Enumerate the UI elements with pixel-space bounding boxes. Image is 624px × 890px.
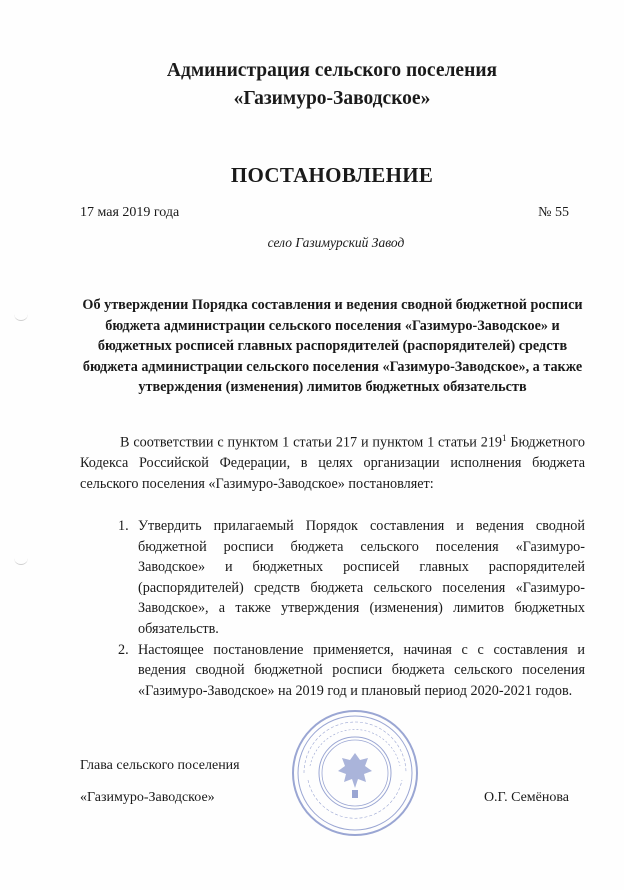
organization-subtitle: «Газимуро-Заводское» [233, 88, 431, 109]
list-item-number: 2. [118, 641, 129, 658]
intro-text: В соответствии с пунктом 1 статьи 217 и пунктом 1 статьи 219 [120, 434, 503, 451]
document-date: 17 мая 2019 года [80, 205, 180, 220]
document-place: село Газимурский Завод [267, 235, 405, 250]
intro-text-continued: Бюджетного Кодекса Российской Федерации, в целях организации исполнения бюджета сельского поселения «Газимуро-Заводское» постановляет: [80, 434, 585, 492]
punch-hole-mark [14, 556, 28, 565]
document-number: № 55 [538, 205, 569, 220]
official-seal-icon [290, 708, 420, 838]
document-title: Об утверждении Порядка составления и ведения сводной бюджетной росписи бюджета администрации сельского поселения «Газимуро-Заводское» и бюджетных росписей главных распорядителей (распорядителей) средств бюджета администрации сельского поселения «Газимуро-Заводское», а также утверждения (изменения) лимитов бюджетных обязательств [82, 297, 583, 396]
list-item [80, 516, 585, 640]
list-item-text: Утвердить прилагаемый Порядок составления и ведения сводной бюджетной росписи бюджета сельского поселения «Газимуро-Заводское» и бюджетных росписей главных распорядителей (распорядителей) средств бюджета сельского поселения «Газимуро-Заводское», а также утверждения (изменения) лимитов бюджетных обязательств. [138, 518, 585, 637]
list-item-text: Настоящее постановление применяется, начиная с с составления и ведения сводной бюджетной росписи бюджета сельского поселения «Газимуро-Заводское» на 2019 год и плановый период 2020-2021 годов. [138, 641, 585, 699]
signature-position: Глава сельского поселения [80, 758, 240, 773]
signatory-name: О.Г. Семёнова [483, 790, 569, 805]
document-type-heading: ПОСТАНОВЛЕНИЕ [230, 163, 434, 187]
resolution-items [80, 516, 585, 701]
intro-paragraph [80, 428, 585, 495]
organization-name: Администрация сельского поселения [166, 60, 498, 81]
list-item-number: 1. [118, 518, 129, 534]
intro-superscript: 1 [502, 433, 507, 443]
list-item [80, 640, 585, 702]
signature-organization: «Газимуро-Заводское» [80, 790, 215, 805]
punch-hole-mark [14, 312, 28, 321]
